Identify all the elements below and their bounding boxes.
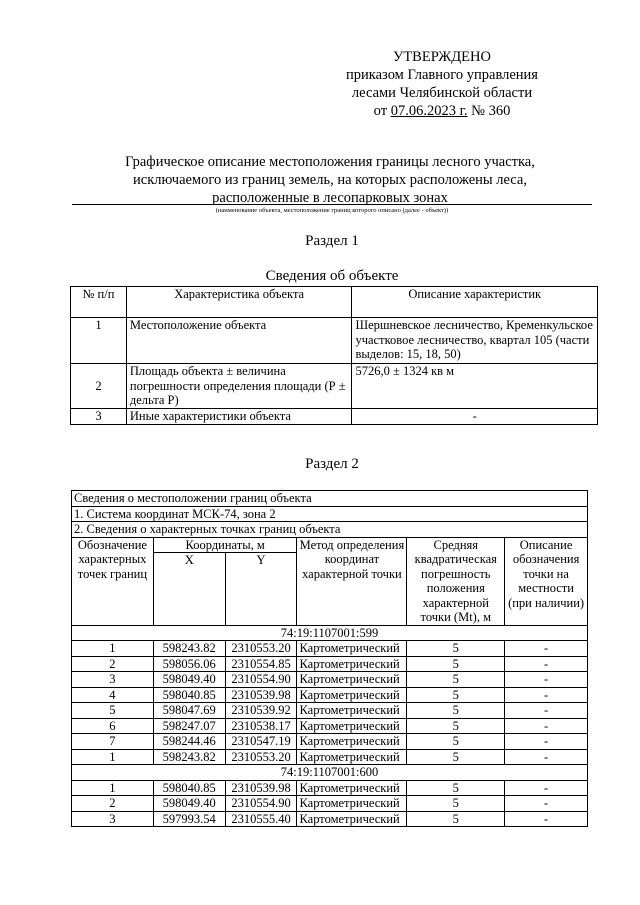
row-num: 1 (71, 318, 127, 364)
table-row (71, 364, 598, 409)
document-title (60, 153, 600, 207)
point-description: - (505, 718, 588, 734)
object-info-table (70, 286, 598, 425)
point-number: 5 (72, 703, 154, 719)
header-designation: Обозначение характерных точек границ (72, 537, 154, 625)
title-line-1: Графическое описание местоположения границы лесного участка, (125, 154, 535, 170)
table-row (72, 672, 588, 688)
point-y: 2310554.85 (225, 656, 297, 672)
point-method: Картометрический (297, 641, 407, 657)
point-description: - (505, 641, 588, 657)
point-error: 5 (407, 703, 505, 719)
table-row (72, 780, 588, 796)
table-row (72, 641, 588, 657)
point-y: 2310538.17 (225, 718, 297, 734)
point-description: - (505, 796, 588, 812)
point-number: 3 (72, 672, 154, 688)
table-info-row (72, 522, 588, 538)
table-row (72, 656, 588, 672)
approval-number: № 360 (471, 103, 511, 119)
point-error: 5 (407, 749, 505, 765)
point-error: 5 (407, 687, 505, 703)
point-y: 2310553.20 (225, 641, 297, 657)
point-x: 598056.06 (153, 656, 225, 672)
point-y: 2310554.90 (225, 672, 297, 688)
title-line-3: расположенные в лесопарковых зонах (212, 190, 448, 206)
table-row (71, 409, 598, 425)
header-coords: Координаты, м (153, 537, 297, 553)
table-info-row (72, 506, 588, 522)
table-row (72, 734, 588, 750)
header-characteristic: Характеристика объекта (126, 287, 352, 318)
point-method: Картометрический (297, 672, 407, 688)
point-number: 2 (72, 656, 154, 672)
section2-heading: Раздел 2 (305, 456, 359, 472)
point-method: Картометрический (297, 796, 407, 812)
parcel-id: 74:19:1107001:600 (72, 765, 588, 781)
section1-subheading: Сведения об объекте (265, 268, 399, 284)
row-characteristic: Иные характеристики объекта (126, 409, 352, 425)
point-x: 598040.85 (153, 687, 225, 703)
point-error: 5 (407, 641, 505, 657)
point-method: Картометрический (297, 687, 407, 703)
row-characteristic: Площадь объекта ± величина погрешности определения площади (Р ± дельта Р) (126, 364, 352, 409)
point-error: 5 (407, 672, 505, 688)
row-description: - (352, 409, 598, 425)
row-num: 3 (71, 409, 127, 425)
approval-prefix: от (373, 103, 388, 119)
point-method: Картометрический (297, 734, 407, 750)
point-description: - (505, 749, 588, 765)
header-description: Описание обозначения точки на местности (при наличии) (505, 537, 588, 625)
point-number: 4 (72, 687, 154, 703)
boundary-points-table (71, 490, 588, 827)
table-row (72, 718, 588, 734)
row-description: 5726,0 ± 1324 кв м (352, 364, 598, 409)
title-line-2: исключаемого из границ земель, на которых расположены леса, (133, 172, 527, 188)
table-row (72, 703, 588, 719)
table-row (71, 318, 598, 364)
point-y: 2310554.90 (225, 796, 297, 812)
point-number: 6 (72, 718, 154, 734)
table-row (72, 687, 588, 703)
section1-heading: Раздел 1 (305, 233, 359, 249)
table-info-row (72, 491, 588, 507)
point-error: 5 (407, 796, 505, 812)
point-error: 5 (407, 811, 505, 827)
point-error: 5 (407, 734, 505, 750)
point-method: Картометрический (297, 718, 407, 734)
point-y: 2310539.98 (225, 687, 297, 703)
point-description: - (505, 687, 588, 703)
point-error: 5 (407, 780, 505, 796)
point-method: Картометрический (297, 749, 407, 765)
point-number: 1 (72, 641, 154, 657)
table-row (72, 796, 588, 812)
header-description: Описание характеристик (352, 287, 598, 318)
header-error: Средняя квадратическая погрешность положения характерной точки (Mt), м (407, 537, 505, 625)
title-caption: (наименование объекта, местоположение границ которого описано (далее - объект)) (215, 207, 449, 214)
approval-date-line (322, 102, 562, 120)
header-method: Метод определения координат характерной точки (297, 537, 407, 625)
point-number: 2 (72, 796, 154, 812)
approval-date: 07.06.2023 г. (390, 103, 468, 119)
point-number: 1 (72, 780, 154, 796)
point-x: 598243.82 (153, 641, 225, 657)
row-description: Шершневское лесничество, Кременкульское участковое лесничество, квартал 105 (части выделов: 15, 18, 50) (352, 318, 598, 364)
point-x: 598247.07 (153, 718, 225, 734)
point-x: 598049.40 (153, 672, 225, 688)
point-description: - (505, 780, 588, 796)
point-y: 2310547.19 (225, 734, 297, 750)
point-y: 2310539.92 (225, 703, 297, 719)
point-method: Картометрический (297, 656, 407, 672)
table-row (72, 811, 588, 827)
coordinate-system: 1. Система координат МСК-74, зона 2 (72, 506, 588, 522)
point-x: 598047.69 (153, 703, 225, 719)
point-x: 598049.40 (153, 796, 225, 812)
point-number: 7 (72, 734, 154, 750)
point-y: 2310555.40 (225, 811, 297, 827)
point-description: - (505, 703, 588, 719)
approval-order-line: приказом Главного управления (346, 67, 538, 83)
points-info-title: 2. Сведения о характерных точках границ объекта (72, 522, 588, 538)
point-number: 1 (72, 749, 154, 765)
row-num: 2 (71, 364, 127, 409)
point-x: 598244.46 (153, 734, 225, 750)
approval-authority-line: лесами Челябинской области (351, 85, 533, 101)
point-error: 5 (407, 718, 505, 734)
point-number: 3 (72, 811, 154, 827)
point-x: 597993.54 (153, 811, 225, 827)
table-row (72, 749, 588, 765)
point-description: - (505, 734, 588, 750)
parcel-id: 74:19:1107001:599 (72, 625, 588, 641)
point-method: Картометрический (297, 703, 407, 719)
header-num: № п/п (71, 287, 127, 318)
approval-title: УТВЕРЖДЕНО (393, 49, 491, 65)
parcel-row (72, 765, 588, 781)
point-y: 2310553.20 (225, 749, 297, 765)
parcel-row (72, 625, 588, 641)
table-header-row (72, 537, 588, 553)
header-x: X (153, 553, 225, 625)
header-y: Y (225, 553, 297, 625)
point-method: Картометрический (297, 780, 407, 796)
title-underline (72, 204, 592, 205)
point-error: 5 (407, 656, 505, 672)
approval-block (322, 48, 562, 120)
point-method: Картометрический (297, 811, 407, 827)
point-description: - (505, 656, 588, 672)
point-description: - (505, 811, 588, 827)
table-header-row (71, 287, 598, 318)
row-characteristic: Местоположение объекта (126, 318, 352, 364)
boundary-info-title: Сведения о местоположении границ объекта (72, 491, 588, 507)
point-x: 598243.82 (153, 749, 225, 765)
point-x: 598040.85 (153, 780, 225, 796)
point-description: - (505, 672, 588, 688)
point-y: 2310539.98 (225, 780, 297, 796)
